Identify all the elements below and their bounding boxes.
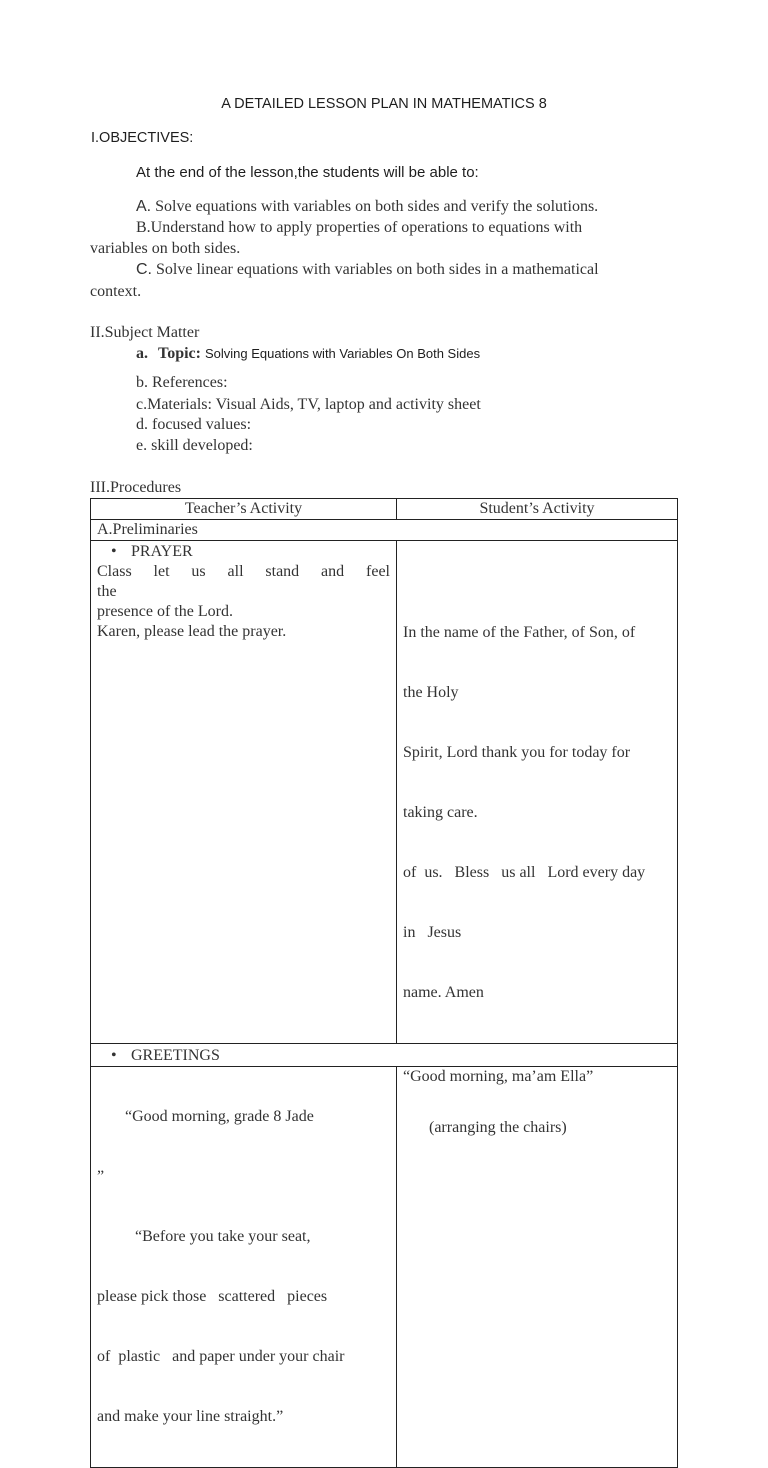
topic-line — [136, 345, 480, 363]
greetings-teacher-line: please pick those scattered pieces — [97, 1288, 328, 1305]
prayer-teacher-line: Class let us all stand and feel — [97, 563, 390, 580]
objective-c-letter: C. — [136, 261, 152, 278]
preliminaries-label: A.Preliminaries — [91, 520, 678, 541]
objective-b-text: Understand how to apply properties of operations to equations with — [150, 219, 583, 236]
objectives-intro: At the end of the lesson,the students will be able to: — [136, 164, 479, 181]
objective-c — [136, 261, 599, 279]
topic-label: Topic: — [158, 345, 201, 362]
prayer-teacher-line: Karen, please lead the prayer. — [97, 623, 287, 640]
greetings-bullet — [97, 1047, 220, 1064]
greetings-student-line: “Good morning, ma’am Ella” — [403, 1068, 594, 1085]
topic-letter: a. — [136, 345, 148, 362]
objective-a-letter: A. — [136, 198, 152, 215]
greetings-teacher-cell — [91, 1067, 397, 1468]
objective-a — [136, 198, 598, 216]
greetings-cell — [91, 1044, 678, 1067]
prayer-bullet — [97, 542, 390, 562]
prayer-teacher-line: the — [97, 583, 117, 600]
greetings-teacher-line: “Before you take your seat, — [135, 1228, 311, 1245]
prayer-student-line: In the name of the Father, of Son, of — [403, 624, 636, 641]
document-title: A DETAILED LESSON PLAN IN MATHEMATICS 8 — [221, 96, 547, 112]
prayer-student-cell — [397, 541, 678, 1044]
teacher-activity-header: Teacher’s Activity — [91, 499, 397, 520]
prayer-student-line: name. Amen — [403, 984, 484, 1001]
objective-c-continued: context. — [90, 283, 142, 300]
table-header-row — [91, 499, 678, 520]
objective-c-text: Solve linear equations with variables on both sides in a mathematical — [156, 261, 599, 278]
objective-a-text: Solve equations with variables on both sides and verify the solutions. — [155, 198, 599, 215]
materials-line: c.Materials: Visual Aids, TV, laptop and activity sheet — [136, 396, 481, 413]
greetings-teacher-line: ” — [97, 1168, 105, 1185]
prayer-student-line: of us. Bless us all Lord every day — [403, 864, 646, 881]
greetings-student-action: (arranging the chairs) — [429, 1119, 567, 1136]
references-line: b. References: — [136, 374, 228, 391]
greetings-teacher-line: of plastic and paper under your chair — [97, 1348, 345, 1365]
objective-b-continued: variables on both sides. — [90, 240, 241, 257]
preliminaries-row — [91, 520, 678, 541]
subject-matter-heading: II.Subject Matter — [90, 324, 200, 341]
focused-values-line: d. focused values: — [136, 416, 252, 433]
prayer-student-line: the Holy — [403, 684, 459, 701]
prayer-teacher-cell — [91, 541, 397, 1044]
prayer-student-line: taking care. — [403, 804, 478, 821]
greetings-teacher-line: and make your line straight.” — [97, 1408, 284, 1425]
prayer-row — [91, 541, 678, 1044]
student-activity-header: Student’s Activity — [397, 499, 678, 520]
greetings-student-cell — [397, 1067, 678, 1468]
greetings-content-row — [91, 1067, 678, 1468]
procedures-table — [90, 498, 678, 1468]
topic-value: Solving Equations with Variables On Both Sides — [204, 346, 481, 361]
procedures-heading: III.Procedures — [90, 479, 182, 496]
prayer-student-line: in Jesus — [403, 924, 462, 941]
objective-b — [136, 219, 582, 237]
prayer-teacher-line: presence of the Lord. — [97, 603, 233, 620]
objective-b-letter: B. — [136, 219, 151, 236]
objectives-heading: I.OBJECTIVES: — [91, 130, 194, 146]
prayer-label: PRAYER — [131, 543, 193, 560]
skill-developed-line: e. skill developed: — [136, 437, 253, 454]
greetings-row — [91, 1044, 678, 1067]
greetings-teacher-line: “Good morning, grade 8 Jade — [125, 1108, 314, 1125]
greetings-label: GREETINGS — [131, 1047, 220, 1064]
prayer-student-line: Spirit, Lord thank you for today for — [403, 744, 631, 761]
